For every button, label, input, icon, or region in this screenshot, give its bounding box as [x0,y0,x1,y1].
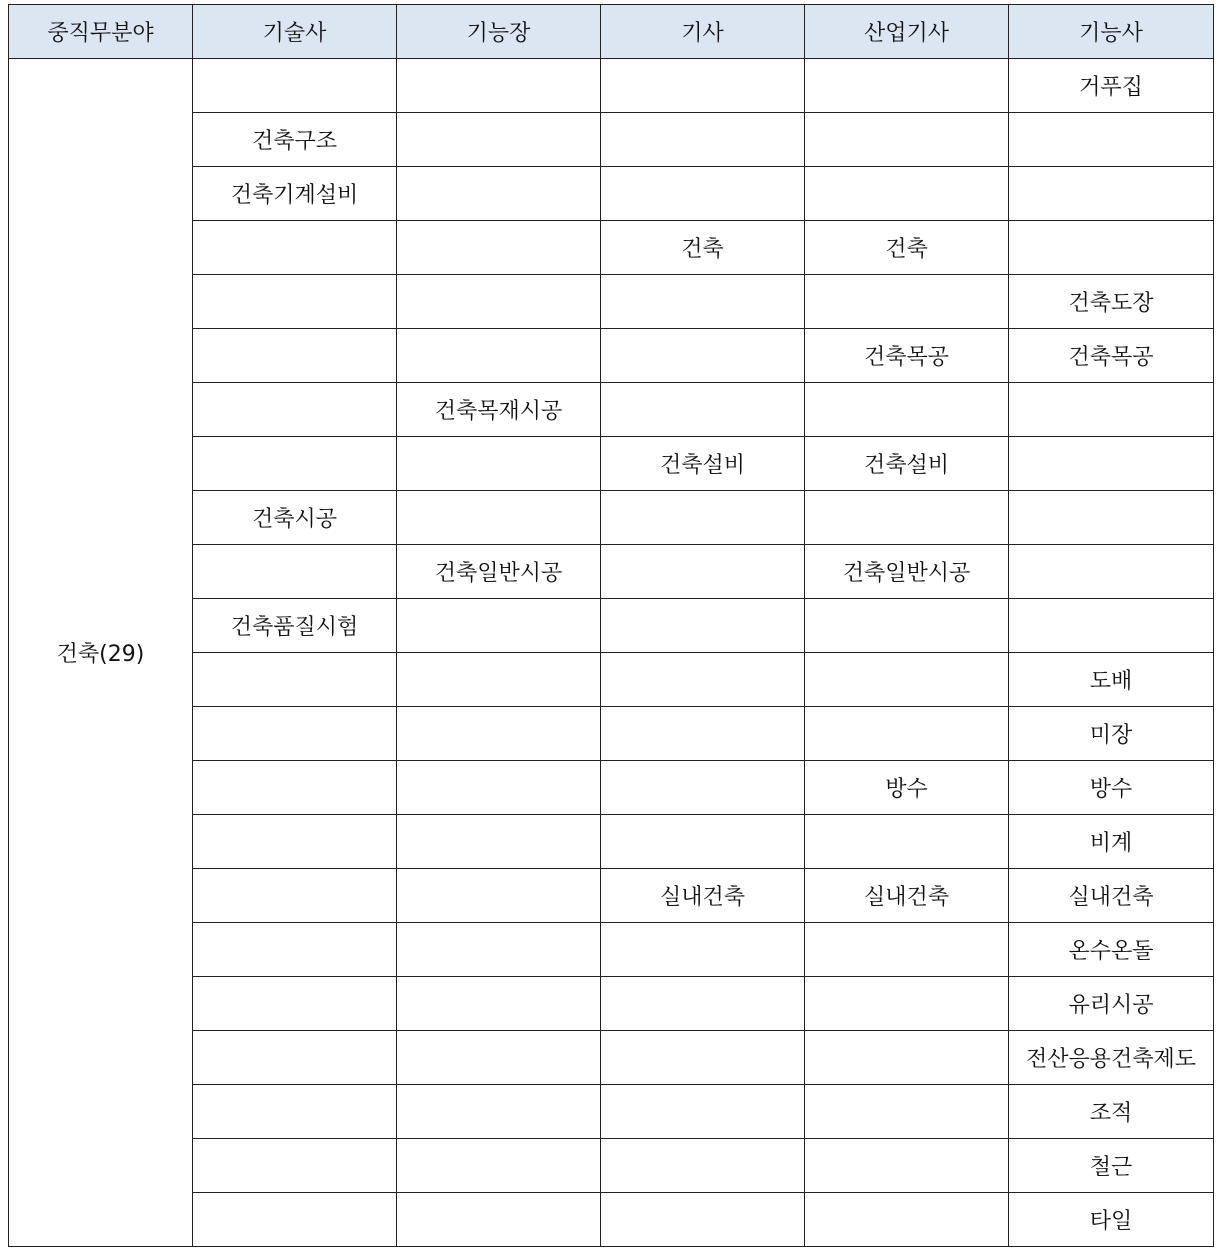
cell-engineer [601,329,805,383]
cell-professional-engineer [193,59,397,113]
cell-industrial-engineer [805,707,1009,761]
cell-craftsman [1009,599,1214,653]
cell-engineer: 실내건축 [601,869,805,923]
cell-industrial-engineer: 건축설비 [805,437,1009,491]
cell-engineer: 건축 [601,221,805,275]
cell-craftsman: 유리시공 [1009,977,1214,1031]
cell-engineer [601,977,805,1031]
cell-engineer [601,167,805,221]
cell-professional-engineer [193,1193,397,1247]
cell-industrial-engineer: 실내건축 [805,869,1009,923]
cell-master-craftsman [397,761,601,815]
cell-master-craftsman [397,977,601,1031]
cell-master-craftsman [397,329,601,383]
cell-engineer [601,1139,805,1193]
cell-craftsman: 거푸집 [1009,59,1214,113]
cell-industrial-engineer [805,1031,1009,1085]
cell-industrial-engineer [805,167,1009,221]
cell-industrial-engineer [805,1139,1009,1193]
cell-industrial-engineer: 건축목공 [805,329,1009,383]
cell-professional-engineer [193,221,397,275]
cell-engineer [601,545,805,599]
cell-professional-engineer [193,275,397,329]
field-cell: 건축(29) [9,59,193,1247]
header-industrial-engineer: 산업기사 [805,5,1009,59]
cell-craftsman: 건축도장 [1009,275,1214,329]
cell-industrial-engineer [805,653,1009,707]
cell-professional-engineer [193,653,397,707]
cell-master-craftsman [397,1031,601,1085]
table-row [9,59,1214,113]
header-craftsman: 기능사 [1009,5,1214,59]
cell-professional-engineer [193,545,397,599]
cell-craftsman [1009,383,1214,437]
cell-craftsman [1009,221,1214,275]
cell-master-craftsman [397,59,601,113]
cell-engineer: 건축설비 [601,437,805,491]
table-header [9,5,1214,59]
cell-craftsman: 온수온돌 [1009,923,1214,977]
cell-industrial-engineer [805,1085,1009,1139]
cell-professional-engineer [193,869,397,923]
cell-craftsman: 타일 [1009,1193,1214,1247]
cell-master-craftsman [397,167,601,221]
cell-professional-engineer [193,923,397,977]
cell-engineer [601,383,805,437]
cell-industrial-engineer [805,59,1009,113]
cell-craftsman [1009,437,1214,491]
cell-professional-engineer [193,383,397,437]
header-professional-engineer: 기술사 [193,5,397,59]
header-master-craftsman: 기능장 [397,5,601,59]
cell-craftsman: 조적 [1009,1085,1214,1139]
header-engineer: 기사 [601,5,805,59]
cell-professional-engineer [193,1031,397,1085]
cell-professional-engineer [193,329,397,383]
cell-engineer [601,1193,805,1247]
cell-craftsman [1009,545,1214,599]
cell-industrial-engineer [805,383,1009,437]
cell-master-craftsman [397,113,601,167]
cell-craftsman [1009,167,1214,221]
cell-craftsman: 비계 [1009,815,1214,869]
cell-craftsman: 전산응용건축제도 [1009,1031,1214,1085]
cell-professional-engineer [193,1139,397,1193]
cell-master-craftsman [397,869,601,923]
qualification-table [8,4,1214,1247]
cell-engineer [601,653,805,707]
header-row [9,5,1214,59]
cell-master-craftsman: 건축일반시공 [397,545,601,599]
cell-industrial-engineer [805,599,1009,653]
cell-craftsman: 방수 [1009,761,1214,815]
cell-master-craftsman [397,491,601,545]
table-body [9,59,1214,1247]
cell-master-craftsman [397,1193,601,1247]
cell-industrial-engineer [805,815,1009,869]
cell-industrial-engineer [805,923,1009,977]
cell-industrial-engineer: 방수 [805,761,1009,815]
cell-engineer [601,275,805,329]
cell-engineer [601,707,805,761]
cell-master-craftsman [397,815,601,869]
cell-professional-engineer [193,707,397,761]
cell-engineer [601,1031,805,1085]
cell-craftsman: 건축목공 [1009,329,1214,383]
cell-engineer [601,113,805,167]
cell-master-craftsman [397,1085,601,1139]
cell-engineer [601,599,805,653]
cell-craftsman: 미장 [1009,707,1214,761]
cell-professional-engineer: 건축구조 [193,113,397,167]
cell-engineer [601,923,805,977]
cell-industrial-engineer [805,275,1009,329]
cell-engineer [601,59,805,113]
cell-master-craftsman: 건축목재시공 [397,383,601,437]
cell-engineer [601,1085,805,1139]
cell-industrial-engineer [805,113,1009,167]
cell-master-craftsman [397,653,601,707]
cell-craftsman: 실내건축 [1009,869,1214,923]
cell-industrial-engineer [805,491,1009,545]
cell-industrial-engineer: 건축 [805,221,1009,275]
cell-master-craftsman [397,1139,601,1193]
cell-professional-engineer [193,815,397,869]
cell-engineer [601,761,805,815]
cell-master-craftsman [397,599,601,653]
cell-professional-engineer [193,1085,397,1139]
cell-master-craftsman [397,221,601,275]
cell-master-craftsman [397,923,601,977]
cell-professional-engineer [193,437,397,491]
cell-engineer [601,491,805,545]
cell-master-craftsman [397,707,601,761]
cell-industrial-engineer [805,1193,1009,1247]
cell-professional-engineer: 건축시공 [193,491,397,545]
cell-professional-engineer [193,761,397,815]
cell-professional-engineer: 건축품질시험 [193,599,397,653]
cell-craftsman [1009,491,1214,545]
cell-craftsman [1009,113,1214,167]
header-field: 중직무분야 [9,5,193,59]
cell-industrial-engineer [805,977,1009,1031]
cell-engineer [601,815,805,869]
cell-craftsman: 도배 [1009,653,1214,707]
cell-professional-engineer: 건축기계설비 [193,167,397,221]
cell-master-craftsman [397,437,601,491]
cell-master-craftsman [397,275,601,329]
cell-craftsman: 철근 [1009,1139,1214,1193]
cell-industrial-engineer: 건축일반시공 [805,545,1009,599]
cell-professional-engineer [193,977,397,1031]
